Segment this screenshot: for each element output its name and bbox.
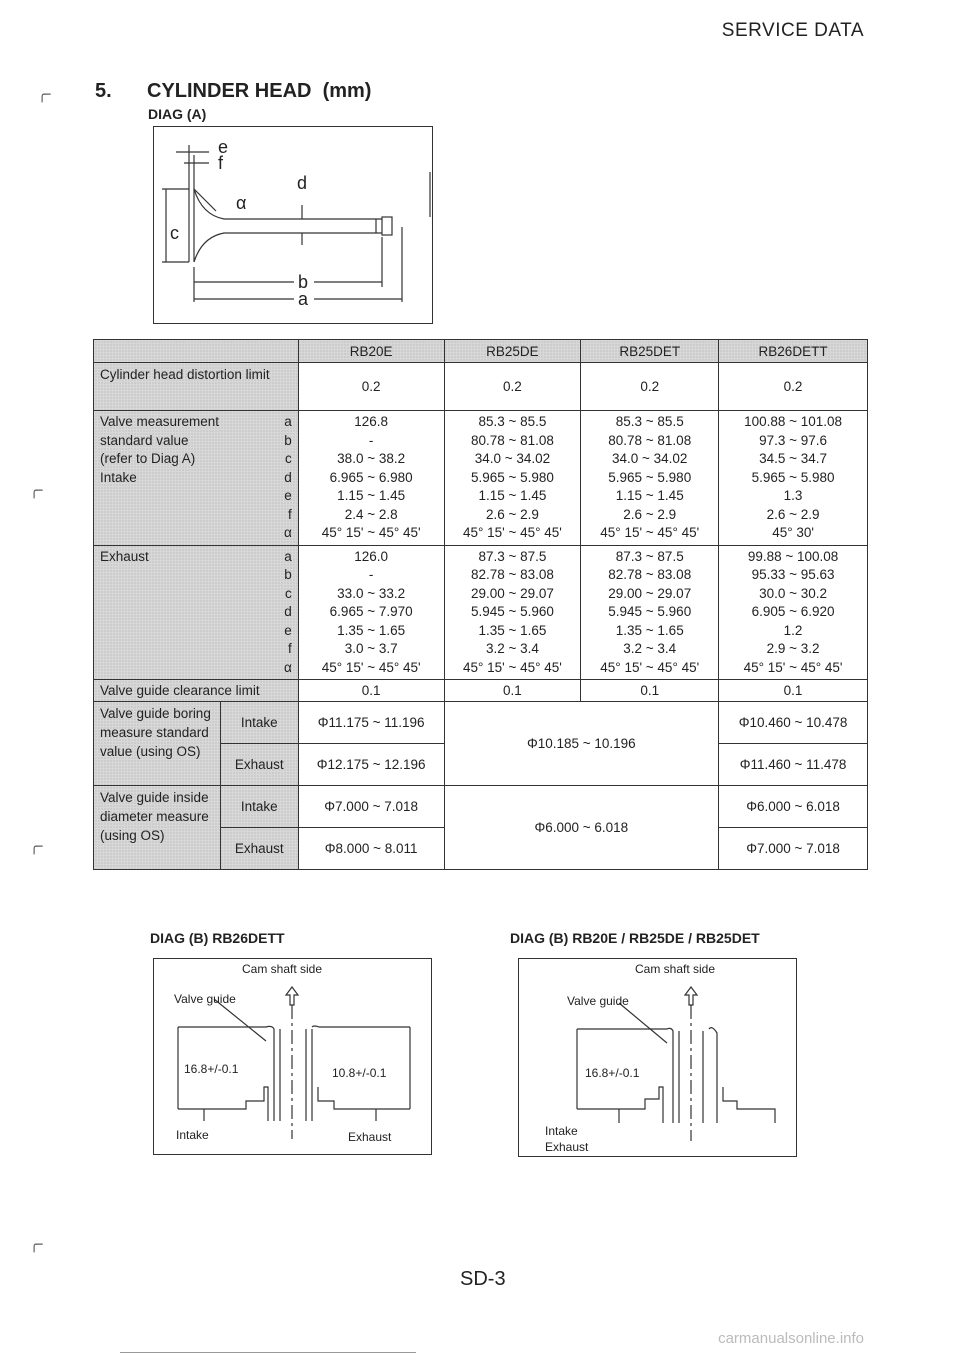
row-label-inside: Valve guide inside diameter measure (using OS): [94, 786, 221, 870]
table-cell: 0.2: [719, 363, 868, 411]
valve-guide-diagram: [154, 959, 430, 1153]
valve-guide-label: Valve guide: [567, 994, 629, 1008]
row-label-boring: Valve guide boring measure standard value (using OS): [94, 702, 221, 786]
sub-label-intake: Intake: [220, 702, 298, 744]
table-cell: Φ12.175 ~ 12.196: [298, 744, 444, 786]
sub-label-exhaust: Exhaust: [220, 744, 298, 786]
diag-a-figure: [153, 126, 433, 324]
page-header-title: SERVICE DATA: [721, 20, 864, 41]
diag-b-rb20e-label: DIAG (B) RB20E / RB25DE / RB25DET: [510, 930, 760, 946]
table-cell: 0.1: [719, 680, 868, 702]
label-f: f: [218, 153, 224, 173]
table-cell: Φ6.000 ~ 6.018: [719, 786, 868, 828]
intake-rb20e-values: 126.8 - 38.0 ~ 38.2 6.965 ~ 6.980 1.15 ~ 1.45 2.4 ~ 2.8 45° 15' ~ 45° 45': [298, 411, 444, 546]
table-row-intake: [94, 411, 868, 546]
table-cell: 0.1: [444, 680, 581, 702]
page-number: SD-3: [460, 1268, 506, 1290]
label-a: a: [298, 289, 309, 309]
dim-label: 16.8+/-0.1: [585, 1066, 640, 1080]
intake-label: Intake: [176, 1128, 209, 1142]
label-e: e: [218, 137, 229, 157]
table-cell: Φ10.460 ~ 10.478: [719, 702, 868, 744]
cam-shaft-label: Cam shaft side: [635, 962, 716, 976]
intake-rb25det-values: 85.3 ~ 85.5 80.78 ~ 81.08 34.0 ~ 34.02 5.965 ~ 5.980 1.15 ~ 1.45 2.6 ~ 2.9 45° 15' ~ 45° 45': [581, 411, 719, 546]
row-label-distortion: Cylinder head distortion limit: [94, 363, 299, 411]
footer-rule: [120, 1352, 416, 1353]
exhaust-rb25de-values: 87.3 ~ 87.5 82.78 ~ 83.08 29.00 ~ 29.07 5.945 ~ 5.960 1.35 ~ 1.65 3.2 ~ 3.4 45° 15' ~ 45° 45': [444, 545, 581, 680]
table-cell-merged: Φ10.185 ~ 10.196: [444, 702, 719, 786]
section-unit: (mm): [322, 80, 372, 102]
row-label-clearance: Valve guide clearance limit: [94, 680, 299, 702]
section-title: [95, 80, 371, 103]
table-cell: 0.2: [581, 363, 719, 411]
exhaust-label: Exhaust: [348, 1130, 392, 1144]
label-alpha: α: [236, 193, 247, 213]
scan-mark: ╭╴: [30, 1236, 47, 1252]
table-header-row: [94, 340, 868, 363]
intake-label: Intake: [545, 1124, 578, 1138]
table-row: [94, 363, 868, 411]
intake-rb26dett-values: 100.88 ~ 101.08 97.3 ~ 97.6 34.5 ~ 34.7 5.965 ~ 5.980 1.3 2.6 ~ 2.9 45° 30': [719, 411, 868, 546]
sub-label-intake: Intake: [220, 786, 298, 828]
diag-b-rb26dett-label: DIAG (B) RB26DETT: [150, 930, 285, 946]
exhaust-label: Exhaust: [545, 1140, 589, 1154]
table-cell: 0.1: [298, 680, 444, 702]
table-row-exhaust: [94, 545, 868, 680]
label-b: b: [298, 272, 309, 292]
table-row-inside-intake: [94, 786, 868, 828]
intake-rb25de-values: 85.3 ~ 85.5 80.78 ~ 81.08 34.0 ~ 34.02 5.965 ~ 5.980 1.15 ~ 1.45 2.6 ~ 2.9 45° 15' ~ 45° 45': [444, 411, 581, 546]
table-row-boring-intake: [94, 702, 868, 744]
valve-guide-label: Valve guide: [174, 992, 236, 1006]
table-cell: Φ8.000 ~ 8.011: [298, 828, 444, 870]
label-c: c: [170, 223, 179, 243]
col-header-rb25de: RB25DE: [444, 340, 581, 363]
col-header-rb25det: RB25DET: [581, 340, 719, 363]
table-row: [94, 680, 868, 702]
diag-a-label: DIAG (A): [148, 106, 207, 122]
diag-b-rb20e-figure: [518, 958, 797, 1157]
cylinder-head-spec-table: [93, 339, 868, 870]
scan-mark: ╭╴: [30, 482, 47, 498]
col-header-rb20e: RB20E: [298, 340, 444, 363]
diag-b-rb26dett-figure: [153, 958, 432, 1155]
table-cell: 0.2: [444, 363, 581, 411]
label-d: d: [297, 173, 308, 193]
row-label-intake: Valve measurement a standard value b (refer to Diag A) c Intake d e f α: [94, 411, 299, 546]
exhaust-rb25det-values: 87.3 ~ 87.5 82.78 ~ 83.08 29.00 ~ 29.07 5.945 ~ 5.960 1.35 ~ 1.65 3.2 ~ 3.4 45° 15' ~ 45° 45': [581, 545, 719, 680]
dim-left-label: 16.8+/-0.1: [184, 1062, 239, 1076]
table-cell-merged: Φ6.000 ~ 6.018: [444, 786, 719, 870]
table-cell: 0.1: [581, 680, 719, 702]
cam-shaft-label: Cam shaft side: [242, 962, 323, 976]
table-cell: Φ7.000 ~ 7.018: [719, 828, 868, 870]
row-label-exhaust: Exhaust a b c d e f α: [94, 545, 299, 680]
exhaust-rb20e-values: 126.0 - 33.0 ~ 33.2 6.965 ~ 7.970 1.35 ~ 1.65 3.0 ~ 3.7 45° 15' ~ 45° 45': [298, 545, 444, 680]
scan-mark: ╭╴: [30, 838, 47, 854]
table-cell: 0.2: [298, 363, 444, 411]
scan-mark: ╭╴: [38, 86, 55, 102]
valve-guide-diagram: [519, 959, 795, 1155]
table-cell: Φ11.175 ~ 11.196: [298, 702, 444, 744]
section-name: CYLINDER HEAD: [147, 80, 312, 102]
watermark-text: carmanualsonline.info: [718, 1330, 864, 1347]
col-header-rb26dett: RB26DETT: [719, 340, 868, 363]
corner-cell: [94, 340, 299, 363]
valve-diagram: [154, 127, 431, 322]
sub-label-exhaust: Exhaust: [220, 828, 298, 870]
table-cell: Φ11.460 ~ 11.478: [719, 744, 868, 786]
table-cell: Φ7.000 ~ 7.018: [298, 786, 444, 828]
dim-right-label: 10.8+/-0.1: [332, 1066, 387, 1080]
section-number: 5.: [95, 80, 112, 102]
exhaust-rb26dett-values: 99.88 ~ 100.08 95.33 ~ 95.63 30.0 ~ 30.2 6.905 ~ 6.920 1.2 2.9 ~ 3.2 45° 15' ~ 45° 45': [719, 545, 868, 680]
